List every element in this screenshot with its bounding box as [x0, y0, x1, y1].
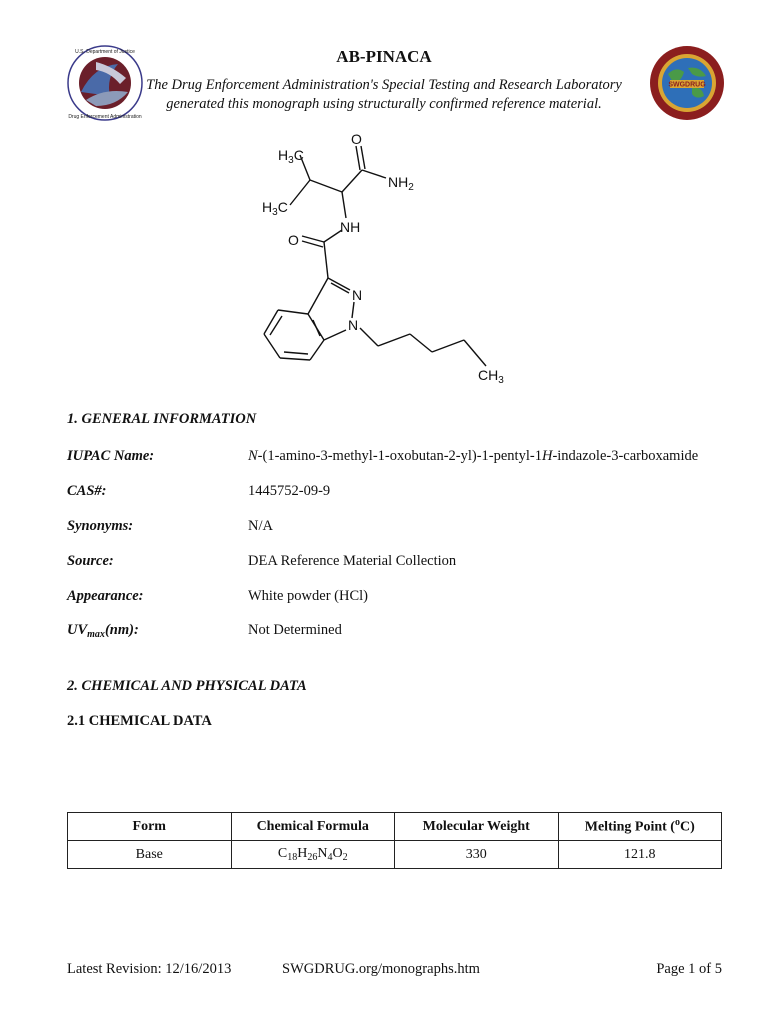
field-label-appearance: Appearance: [67, 588, 144, 604]
subtitle-line-1: The Drug Enforcement Administration's Special Testing and Research Laboratory [146, 77, 622, 93]
table-cell-formula: $C_{18}H_{26}N_4O_2$ [231, 841, 395, 869]
field-value-cas: 1445752-09-9 [248, 483, 331, 499]
svg-text:SWGDRUG: SWGDRUG [668, 81, 706, 89]
label-o-top: O [351, 131, 362, 147]
field-label-uvmax: $UV_{max}(nm)$: [67, 622, 139, 640]
table-header-mw: Molecular Weight [395, 813, 559, 841]
field-value-uvmax: Not Determined [248, 622, 342, 638]
label-nh: NH [340, 219, 361, 235]
label-h3c-top: $H_3C$ [278, 147, 304, 166]
section-general-information-heading: 1. GENERAL INFORMATION [67, 411, 257, 427]
table-header-row [68, 813, 722, 841]
label-nh2: $NH_2$ [388, 174, 414, 193]
subtitle-line-2: generated this monograph using structurally confirmed reference material. [166, 96, 602, 112]
svg-text:U.S. Department of Justice: U.S. Department of Justice [75, 49, 135, 55]
footer-revision: Latest Revision: 12/16/2013 [67, 961, 232, 977]
table-cell-form: Base [68, 841, 232, 869]
dea-logo [66, 44, 144, 122]
field-label-source: Source: [67, 553, 114, 569]
section-chemical-data-heading: 2.1 CHEMICAL DATA [67, 713, 212, 729]
label-ch3-tail: $CH_3$ [478, 367, 504, 386]
label-o-left: O [288, 232, 299, 248]
field-label-cas: CAS#: [67, 483, 107, 499]
chemical-structure [250, 130, 540, 390]
chemical-data-table [67, 812, 722, 869]
table-header-mp: Melting Point ($^o$C) [558, 813, 722, 841]
field-value-appearance: White powder (HCl) [248, 588, 368, 604]
page-subtitle [120, 76, 648, 114]
field-value-synonyms: N/A [248, 518, 273, 534]
footer-url[interactable]: SWGDRUG.org/monographs.htm [282, 961, 480, 977]
label-n1-ring: N [348, 317, 359, 333]
svg-text:Drug Enforcement Administratio: Drug Enforcement Administration [68, 114, 142, 120]
table-row [68, 841, 722, 869]
field-label-synonyms: Synonyms: [67, 518, 134, 534]
table-header-form: Form [68, 813, 232, 841]
label-h3c-mid: $H_3C$ [262, 199, 288, 218]
section-chemical-physical-heading: 2. CHEMICAL AND PHYSICAL DATA [67, 678, 307, 694]
table-cell-mw: 330 [395, 841, 559, 869]
table-cell-mp: 121.8 [558, 841, 722, 869]
field-value-source: DEA Reference Material Collection [248, 553, 457, 569]
field-value-iupac: N-(1-amino-3-methyl-1-oxobutan-2-yl)-1-pentyl-1H-indazole-3-carboxamide [248, 448, 699, 464]
page-title: AB-PINACA [336, 47, 432, 66]
table-header-formula: Chemical Formula [231, 813, 395, 841]
swgdrug-logo [648, 44, 726, 122]
footer-page-number: Page 1 of 5 [656, 961, 722, 977]
field-label-iupac: IUPAC Name: [67, 448, 155, 464]
label-n-ring: N [352, 287, 363, 303]
